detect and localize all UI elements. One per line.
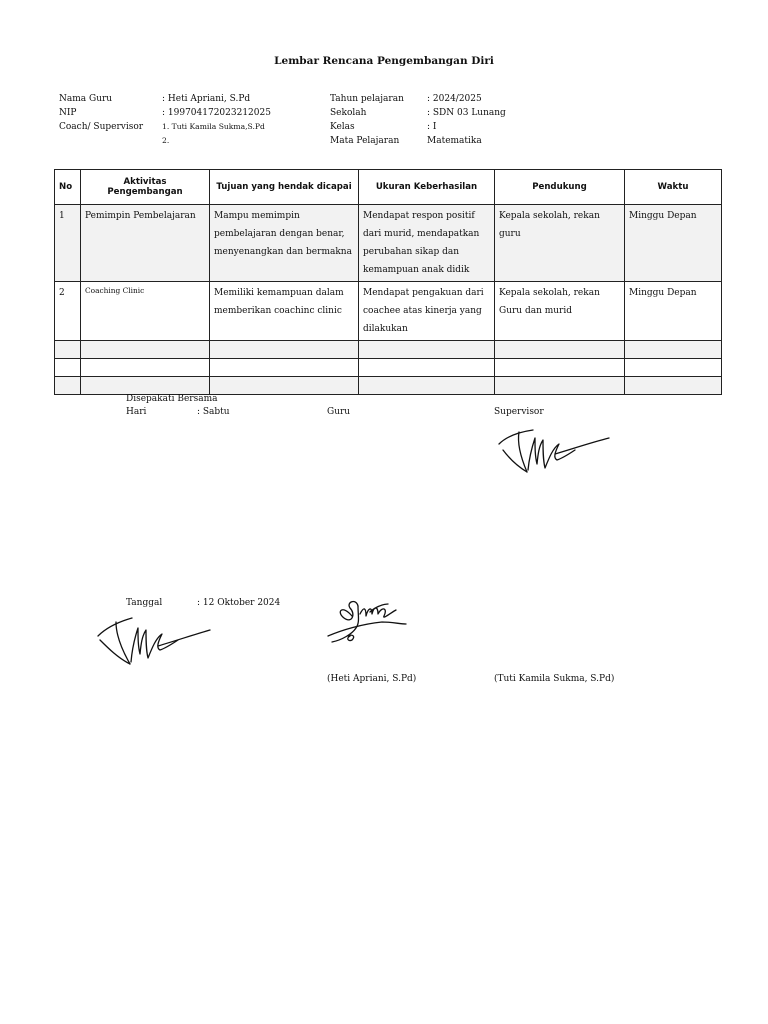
cell-tujuan: Memiliki kemampuan dalam memberikan coachinc clinic: [210, 282, 359, 341]
table-row-empty: [55, 377, 722, 395]
tahun-label: Tahun pelajaran: [330, 94, 404, 104]
header-waktu: Waktu: [625, 170, 722, 205]
table-row-empty: [55, 359, 722, 377]
supervisor-label: Supervisor: [494, 407, 544, 417]
guru-name: (Heti Apriani, S.Pd): [327, 674, 417, 684]
mapel-value: Matematika: [427, 136, 482, 146]
plan-table: [54, 169, 722, 395]
tanggal-value: : 12 Oktober 2024: [197, 598, 281, 608]
table-row: [55, 205, 722, 282]
nip-value: : 199704172023212025: [162, 108, 271, 118]
coach-label: Coach/ Supervisor: [59, 122, 144, 132]
cell-waktu: Minggu Depan: [625, 282, 722, 341]
sekolah-value: : SDN 03 Lunang: [427, 108, 506, 118]
cell-no: 1: [55, 205, 81, 282]
cell-no: 2: [55, 282, 81, 341]
cell-ukuran: Mendapat pengakuan dari coachee atas kinerja yang dilakukan: [359, 282, 495, 341]
hari-value: : Sabtu: [197, 407, 230, 417]
header-ukuran: Ukuran Keberhasilan: [359, 170, 495, 205]
coach-item-2: 2.: [162, 136, 170, 145]
page-title: Lembar Rencana Pengembangan Diri: [274, 55, 494, 67]
cell-aktivitas: Coaching Clinic: [81, 282, 210, 341]
guru-signature: [322, 594, 412, 650]
cell-waktu: Minggu Depan: [625, 205, 722, 282]
header-pendukung: Pendukung: [495, 170, 625, 205]
table-row-empty: [55, 341, 722, 359]
nama-guru-label: Nama Guru: [59, 94, 113, 104]
supervisor-signature: [495, 424, 615, 476]
guru-label: Guru: [327, 407, 351, 417]
tahun-value: : 2024/2025: [427, 94, 482, 104]
nip-label: NIP: [59, 108, 77, 118]
cell-pendukung: Kepala sekolah, rekan guru: [495, 205, 625, 282]
table-row: [55, 282, 722, 341]
cell-tujuan: Mampu memimpin pembelajaran dengan benar, menyenangkan dan bermakna: [210, 205, 359, 282]
supervisor-signature-2: [94, 612, 214, 668]
header-tujuan: Tujuan yang hendak dicapai: [210, 170, 359, 205]
tanggal-label: Tanggal: [126, 598, 163, 608]
disepakati-label: Disepakati Bersama: [126, 394, 218, 404]
supervisor-name: (Tuti Kamila Sukma, S.Pd): [494, 674, 615, 684]
coach-item-1: 1. Tuti Kamila Sukma,S.Pd: [162, 122, 265, 131]
cell-ukuran: Mendapat respon positif dari murid, mendapatkan perubahan sikap dan kemampuan anak didik: [359, 205, 495, 282]
nama-guru-value: : Heti Apriani, S.Pd: [162, 94, 251, 104]
kelas-value: : I: [427, 122, 437, 132]
table-header-row: [55, 170, 722, 205]
mapel-label: Mata Pelajaran: [330, 136, 400, 146]
header-aktivitas: Aktivitas Pengembangan: [81, 170, 210, 205]
kelas-label: Kelas: [330, 122, 355, 132]
sekolah-label: Sekolah: [330, 108, 367, 118]
cell-aktivitas: Pemimpin Pembelajaran: [81, 205, 210, 282]
hari-label: Hari: [126, 407, 147, 417]
header-no: No: [55, 170, 81, 205]
cell-pendukung: Kepala sekolah, rekan Guru dan murid: [495, 282, 625, 341]
